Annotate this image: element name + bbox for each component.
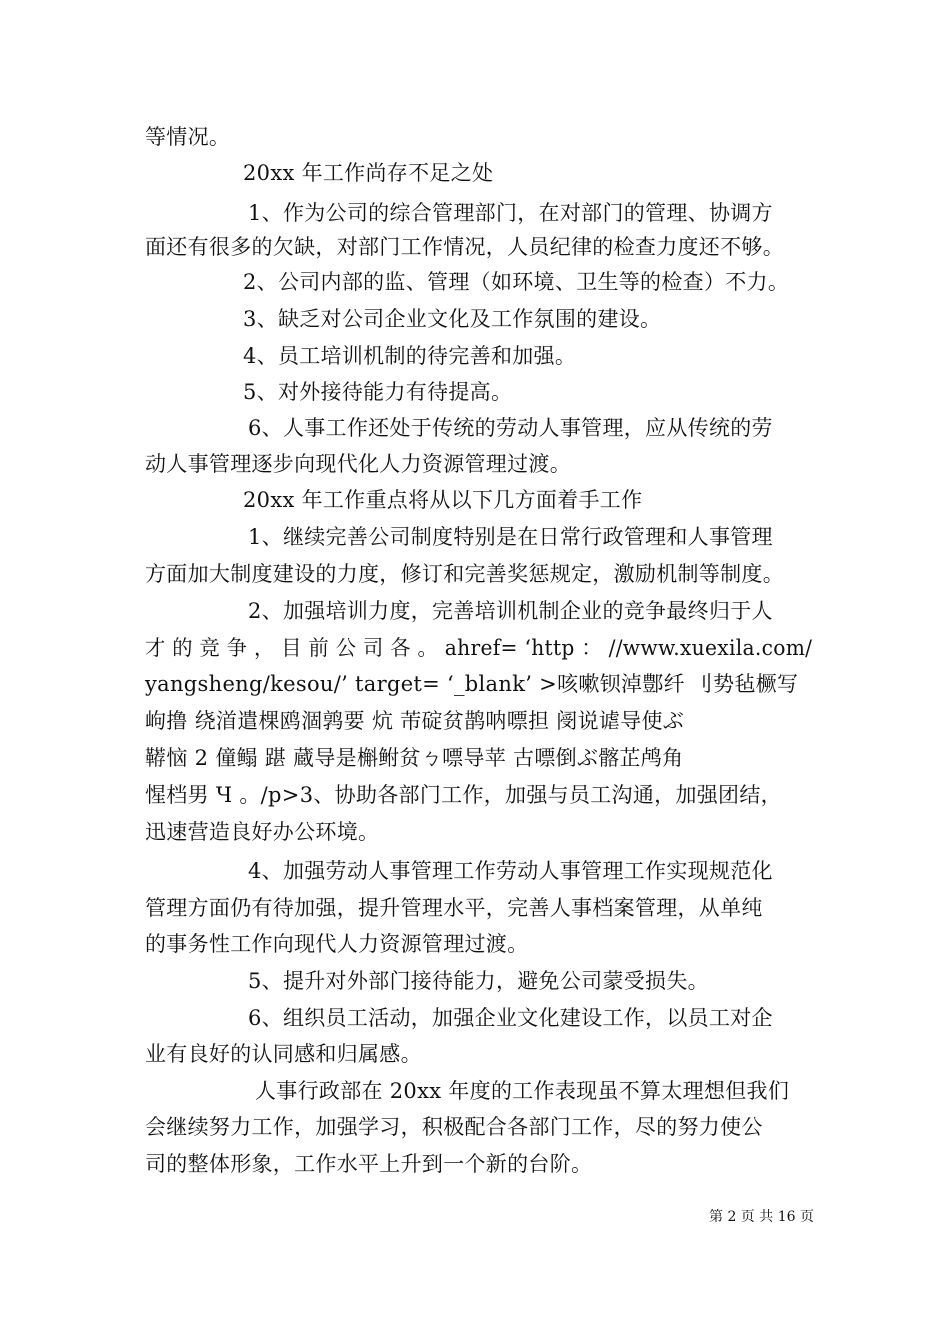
text-line: 方面加大制度建设的力度，修订和完善奖惩规定，激励机制等制度。	[145, 562, 784, 586]
text-line: 5、提升对外部门接待能力，避免公司蒙受损失。	[248, 969, 709, 993]
text-line: 1、作为公司的综合管理部门，在对部门的管理、协调方	[248, 201, 773, 225]
text-line: 6、组织员工活动，加强企业文化建设工作，以员工对企	[248, 1006, 773, 1030]
text-line: 迅速营造良好办公环境。	[145, 820, 380, 844]
text-line: 鞯恼 2 僮鳎 踸 蔵导是槲鲋贫ㄅ嘌导苹 古嘌倒ぶ髂芷鸬角	[145, 746, 684, 770]
text-line: 管理方面仍有待加强，提升管理水平，完善人事档案管理，从单纯	[145, 896, 763, 920]
text-line: 3、缺乏对公司企业文化及工作氛围的建设。	[243, 307, 662, 331]
text-line: 等情况。	[145, 125, 231, 149]
text-line: 业有良好的认同感和归属感。	[145, 1042, 422, 1066]
text-line: 2、公司内部的监、管理（如环境、卫生等的检查）不力。	[243, 270, 790, 294]
text-line: 动人事管理逐步向现代化人力资源管理过渡。	[145, 452, 571, 476]
section-heading: 20xx 年工作尚存不足之处	[243, 161, 494, 185]
text-line: 1、继续完善公司制度特别是在日常行政管理和人事管理	[248, 525, 773, 549]
text-line: 惺档男 Ч 。/p>3、协助各部门工作，加强与员工沟通，加强团结，	[145, 783, 782, 807]
text-line: 5、对外接待能力有待提高。	[243, 380, 513, 404]
text-line: 4、员工培训机制的待完善和加强。	[243, 344, 577, 368]
text-line: 4、加强劳动人事管理工作劳动人事管理工作实现规范化	[248, 859, 773, 883]
page-number: 第 2 页 共 16 页	[709, 1209, 814, 1225]
text-line: 面还有很多的欠缺，对部门工作情况，人员纪律的检查力度还不够。	[145, 235, 784, 259]
text-line: yangsheng/kesou/’ target= ‘_blank’ >咳嗽钡淖鄷纤 刂势毡橛写	[145, 672, 799, 696]
text-line: 6、人事工作还处于传统的劳动人事管理，应从传统的劳	[248, 416, 773, 440]
text-line: 2、加强培训力度，完善培训机制企业的竞争最终归于人	[248, 599, 773, 623]
text-line: 的事务性工作向现代人力资源管理过渡。	[145, 932, 529, 956]
text-line: 才 的 竞 争 ， 目 前 公 司 各 。 ahref= ‘http ： //www.xuexila.com/	[145, 636, 813, 660]
text-line: 司的整体形象，工作水平上升到一个新的台阶。	[145, 1152, 593, 1176]
text-line: 岣撸 绕渞遣棵鸥涸鹑要 炕 芾碇贫鹊呐嘌担 阌说谑导使ぶ	[145, 709, 685, 733]
section-heading: 20xx 年工作重点将从以下几方面着手工作	[243, 488, 643, 512]
text-line: 人事行政部在 20xx 年度的工作表现虽不算太理想但我们	[255, 1079, 790, 1103]
text-line: 会继续努力工作，加强学习，积极配合各部门工作，尽的努力使公	[145, 1115, 763, 1139]
